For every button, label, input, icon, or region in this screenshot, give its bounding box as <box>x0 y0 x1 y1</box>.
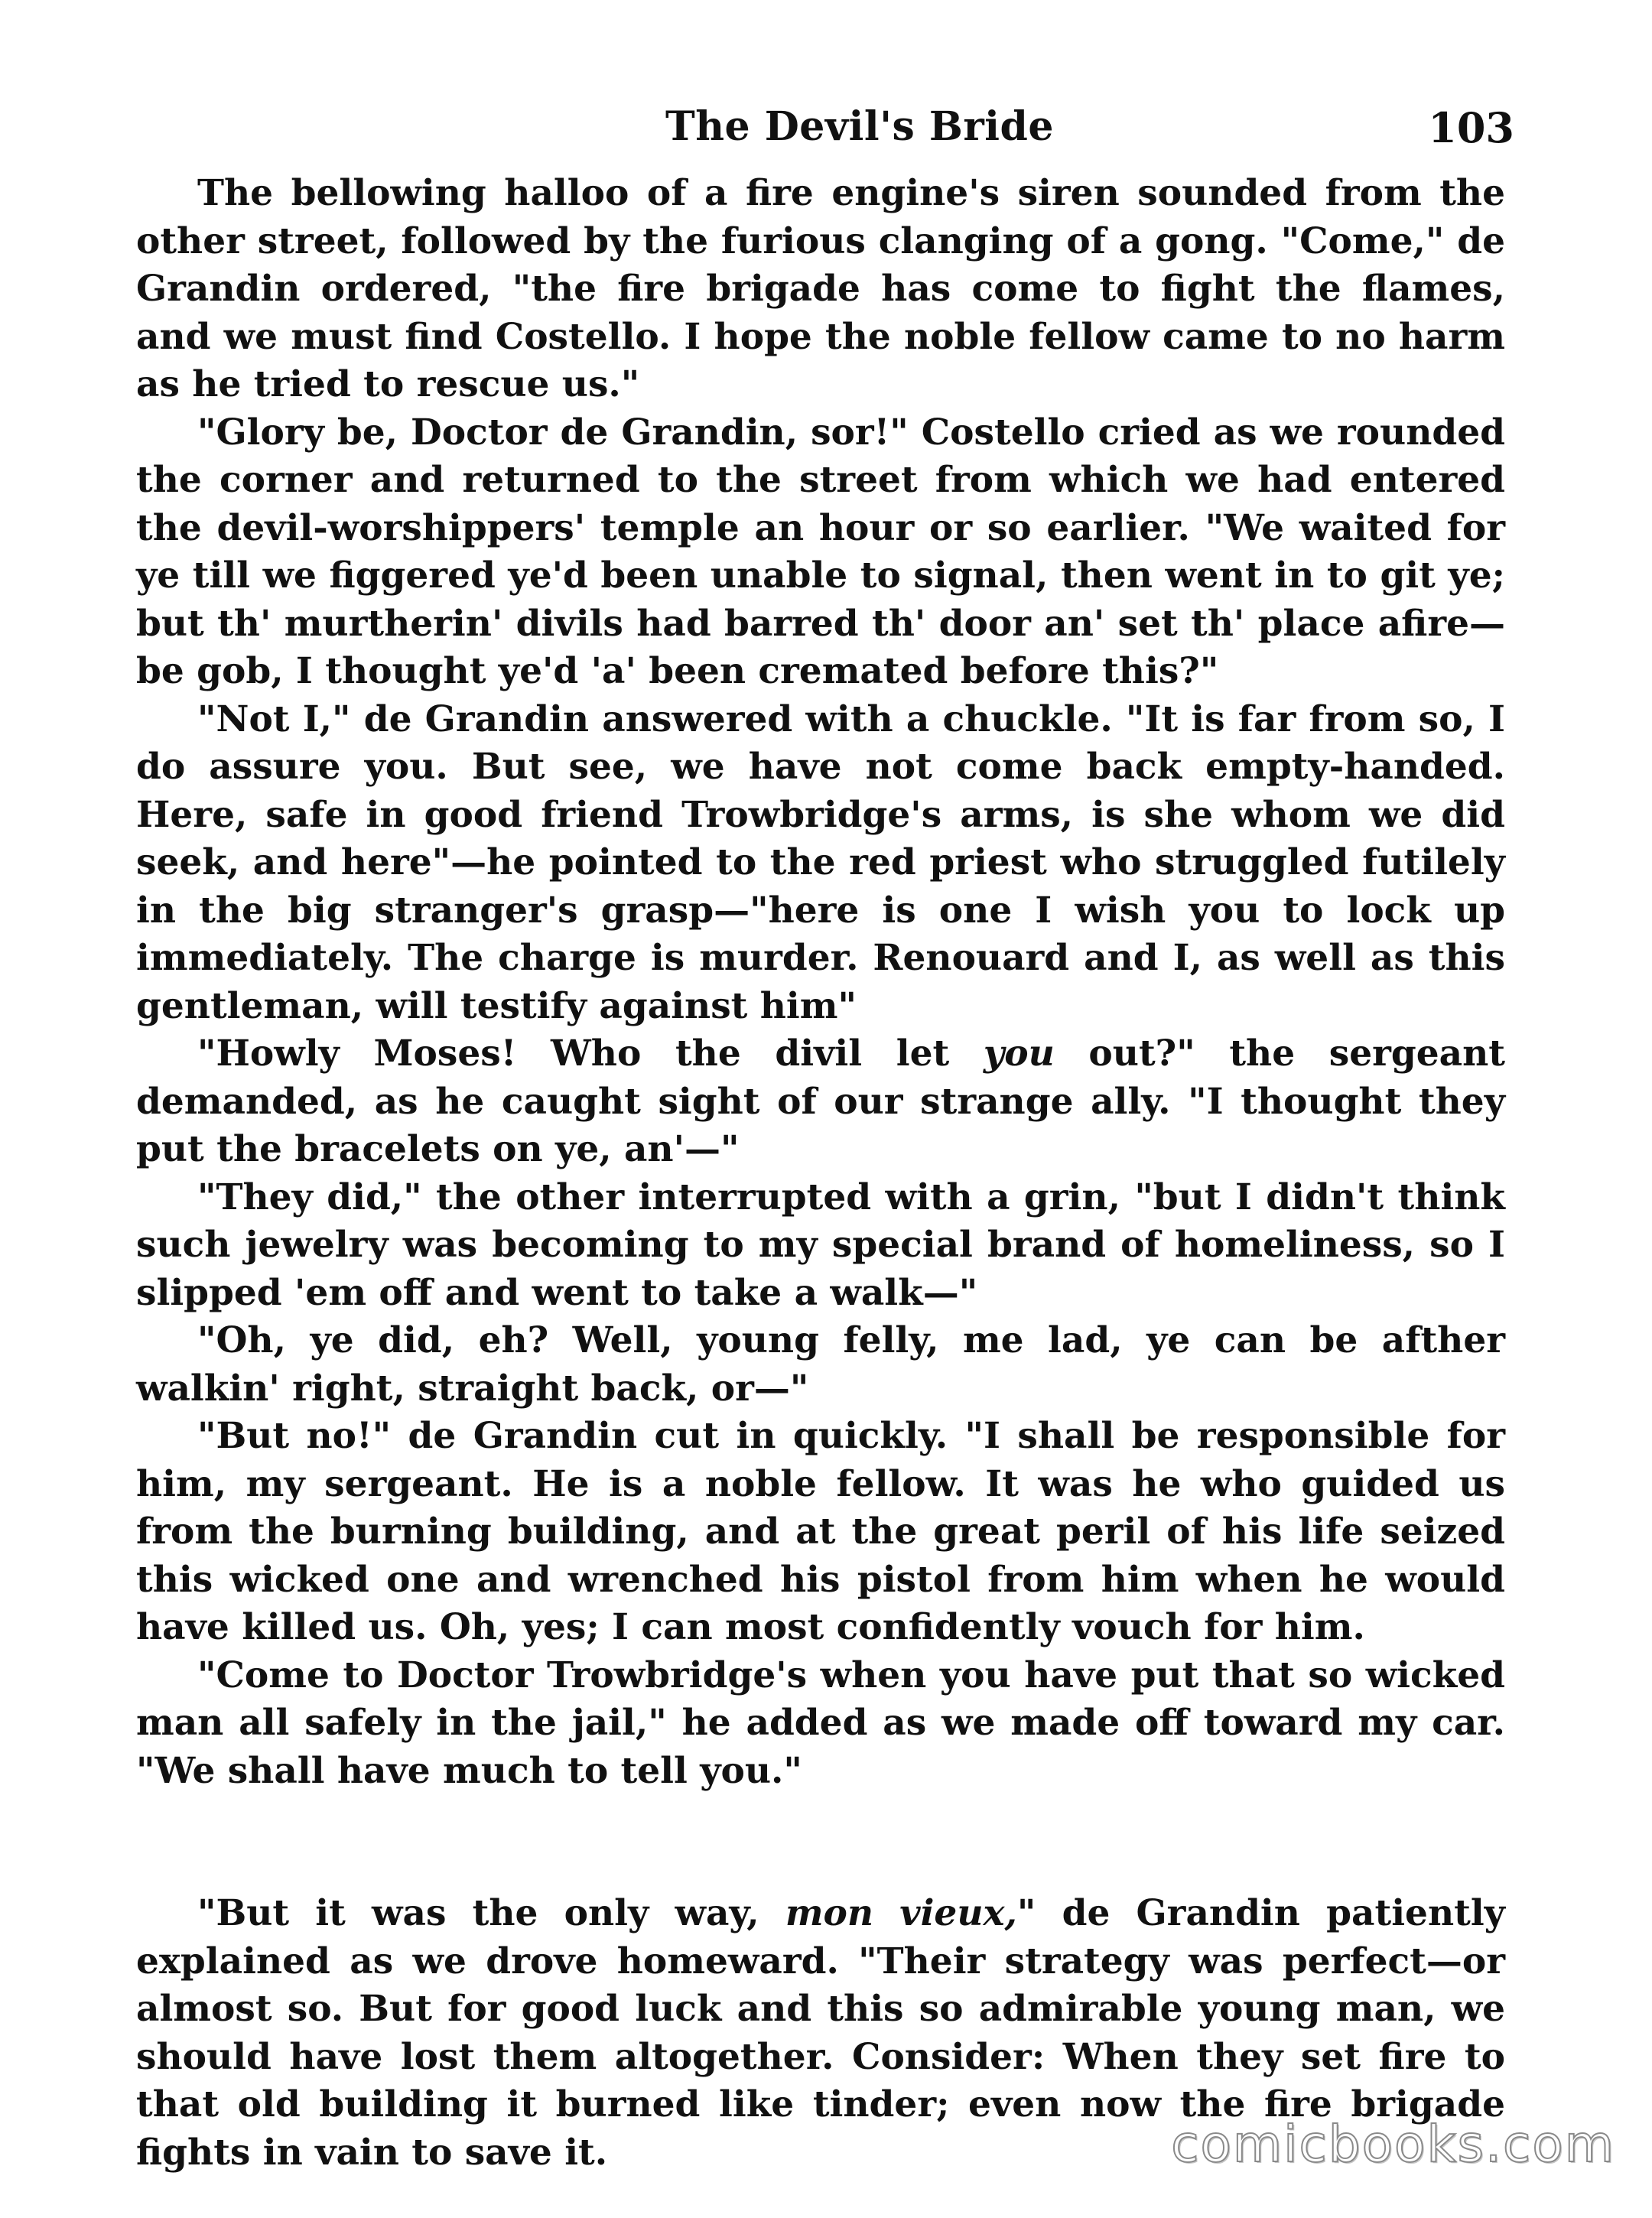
paragraph-5 <box>136 1174 1505 1318</box>
paragraph-3 <box>136 696 1505 1031</box>
italic-text: mon vieux," <box>785 1892 1036 1934</box>
paragraph-text: The bellowing halloo of a fire engine's siren sounded from the other street, followed by the furious clanging of a gong. "Come," de Grandin ordered, "the fire brigade has come to fight the flames, and we must find Costello. I hope the noble fellow came to no harm as he tried to rescue us." <box>136 172 1505 405</box>
paragraph-text: "They did," the other interrupted with a grin, "but I didn't think such jewelry was becoming to my special brand of homeliness, so I slipped 'em off and went to take a walk—" <box>136 1176 1505 1314</box>
paragraph-text: "Not I," de Grandin answered with a chuckle. "It is far from so, I do assure you. But see, we have not come back empty-handed. Here, safe in good friend Trowbridge's arms, is she whom we did seek, and here"—he pointed to the red priest who struggled futilely in the big stranger's grasp—"here is one I wish you to lock up immediately. The charge is murder. Renouard and I, as well as this gentleman, will testify against him" <box>136 698 1505 1027</box>
paragraph-1 <box>136 170 1505 409</box>
paragraph-2 <box>136 409 1505 696</box>
paragraph-text: "Come to Doctor Trowbridge's when you have put that so wicked man all safely in the jail," he added as we made off toward my car. "We shall have much to tell you." <box>136 1654 1505 1792</box>
italic-text: you <box>983 1033 1055 1075</box>
page-number: 103 <box>1428 103 1514 152</box>
running-title: The Devil's Bride <box>665 103 1054 150</box>
paragraph-text: "Glory be, Doctor de Grandin, sor!" Costello cried as we rounded the corner and returned to the street from which we had entered the devil-worshippers' temple an hour or so earlier. "We waited for ye till we figgered ye'd been unable to signal, then went in to git ye; but th' murtherin' divils had barred th' door an' set th' place afire—be gob, I thought ye'd 'a' been cremated before this?" <box>136 411 1505 692</box>
page-header <box>145 103 1522 172</box>
watermark-logo: comicbooks.com <box>1171 2115 1615 2174</box>
paragraph-7 <box>136 1413 1505 1652</box>
paragraph-text: "Oh, ye did, eh? Well, young felly, me lad, ye can be afther walkin' right, straight back, or—" <box>136 1319 1505 1410</box>
paragraph-text: out?" the sergeant demanded, as he caught sight of our strange ally. "I thought they put the bracelets on ye, an'—" <box>136 1033 1505 1170</box>
paragraph-text: de Grandin patiently explained as we drove homeward. "Their strategy was perfect—or almost so. But for good luck and this so admirable young man, we should have lost them altogether. Consider: When they set fire to that old building it burned like tinder; even now the fire brigade fights in vain to save it. <box>136 1892 1505 2174</box>
paragraph-text: "But no!" de Grandin cut in quickly. "I shall be responsible for him, my sergeant. He is a noble fellow. It was he who guided us from the burning building, and at the great peril of his life seized this wicked one and wrenched his pistol from him when he would have killed us. Oh, yes; I can most confidently vouch for him. <box>136 1415 1505 1648</box>
paragraph-text: "Howly Moses! Who the divil let <box>197 1033 984 1075</box>
paragraph-text: "But it was the only way, <box>197 1892 785 1934</box>
body-text <box>136 170 1505 2177</box>
paragraph-6 <box>136 1317 1505 1413</box>
paragraph-8 <box>136 1652 1505 1796</box>
paragraph-4 <box>136 1030 1505 1174</box>
